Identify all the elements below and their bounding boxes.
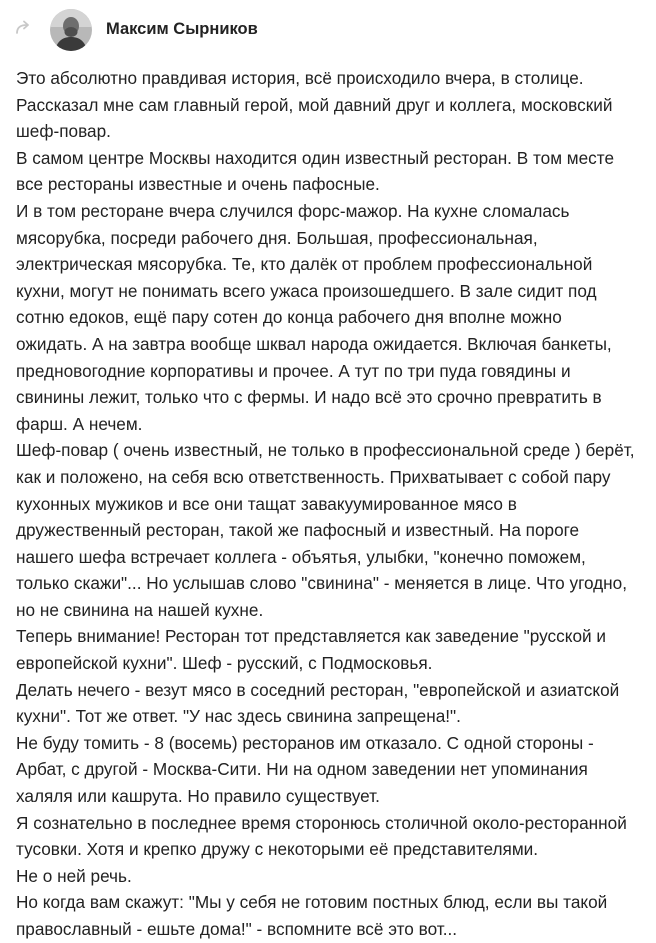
- post-text-line: шеф-повар.: [16, 121, 111, 142]
- post-text-line: мясорубка, посреди рабочего дня. Большая, профессиональная,: [16, 227, 538, 248]
- post-text-line: Шеф-повар ( очень известный, не только в профессиональной среде ) берёт,: [16, 440, 635, 461]
- post-header: [0, 0, 656, 62]
- post-text-line: предновогодние корпоративы и прочее. А тут по три пуда говядины и: [16, 360, 571, 381]
- post-text-line: кухонных мужиков и все они тащат завакуумированное мясо в: [16, 493, 517, 514]
- post-text-line: Арбат, с другой - Москва-Сити. Ни на одном заведении нет упоминания: [16, 759, 588, 780]
- post-text-line: фарш. А нечем.: [16, 413, 143, 434]
- post-text-line: кухни". Тот же ответ. "У нас здесь свинина запрещена!".: [16, 706, 461, 727]
- share-icon[interactable]: [14, 18, 34, 38]
- post-text-line: В самом центре Москвы находится один известный ресторан. В том месте: [16, 147, 615, 168]
- post-text-line: кухни, могут не понимать всего ужаса произошедшего. В зале сидит под: [16, 280, 597, 301]
- post-text-line: халяля или кашрута. Но правило существует.: [16, 786, 380, 807]
- post-text-line: европейской кухни". Шеф - русский, с Подмосковья.: [16, 653, 433, 674]
- post-text-line: Не буду томить - 8 (восемь) ресторанов им отказало. С одной стороны -: [16, 732, 594, 753]
- post-text-line: как и положено, на себя всю ответственность. Прихватывает с собой пару: [16, 466, 611, 487]
- post-text-line: православный - ешьте дома!" - вспомните всё это вот...: [16, 919, 458, 939]
- post-text-line: дружественный ресторан, такой же пафосный и известный. На пороге: [16, 520, 580, 541]
- post-text-line: Делать нечего - везут мясо в соседний ресторан, "европейской и азиатской: [16, 679, 620, 700]
- post-text-line: нашего шефа встречает коллега - объятья, улыбки, "конечно поможем,: [16, 546, 586, 567]
- post-text-line: Это абсолютно правдивая история, всё происходило вчера, в столице.: [16, 68, 584, 88]
- post-text-line: свинины лежит, только что с фермы. И надо всё это срочно превратить в: [16, 387, 602, 408]
- post-text-line: сотню едоков, ещё пару сотен до конца рабочего дня вполне можно: [16, 307, 562, 328]
- post-text-line: Но когда вам скажут: "Мы у себя не готовим постных блюд, если вы такой: [16, 892, 608, 913]
- post-text-line: но не свинина на нашей кухне.: [16, 599, 264, 620]
- post-text-line: Теперь внимание! Ресторан тот представляется как заведение "русской и: [16, 626, 606, 647]
- post-text-line: только скажи"... Но услышав слово "свинина" - меняется в лице. Что угодно,: [16, 573, 628, 594]
- post-text-line: Я сознательно в последнее время сторонюсь столичной около-ресторанной: [16, 812, 627, 833]
- post-text-line: Рассказал мне сам главный герой, мой давний друг и коллега, московский: [16, 94, 613, 115]
- post-text-line: электрическая мясорубка. Те, кто далёк от проблем профессиональной: [16, 254, 593, 275]
- post-text-line: тусовки. Хотя и крепко дружу с некоторыми её представителями.: [16, 839, 539, 860]
- post-text: [16, 65, 652, 943]
- post-text-line: все рестораны известные и очень пафосные.: [16, 174, 380, 195]
- post-text-line: ожидать. А на завтра вообще шквал народа ожидается. Включая банкеты,: [16, 333, 612, 354]
- avatar[interactable]: [50, 9, 92, 51]
- author-name[interactable]: Максим Сырников: [106, 20, 258, 38]
- post-text-line: Не о ней речь.: [16, 865, 132, 886]
- post-text-line: И в том ресторане вчера случился форс-мажор. На кухне сломалась: [16, 200, 570, 221]
